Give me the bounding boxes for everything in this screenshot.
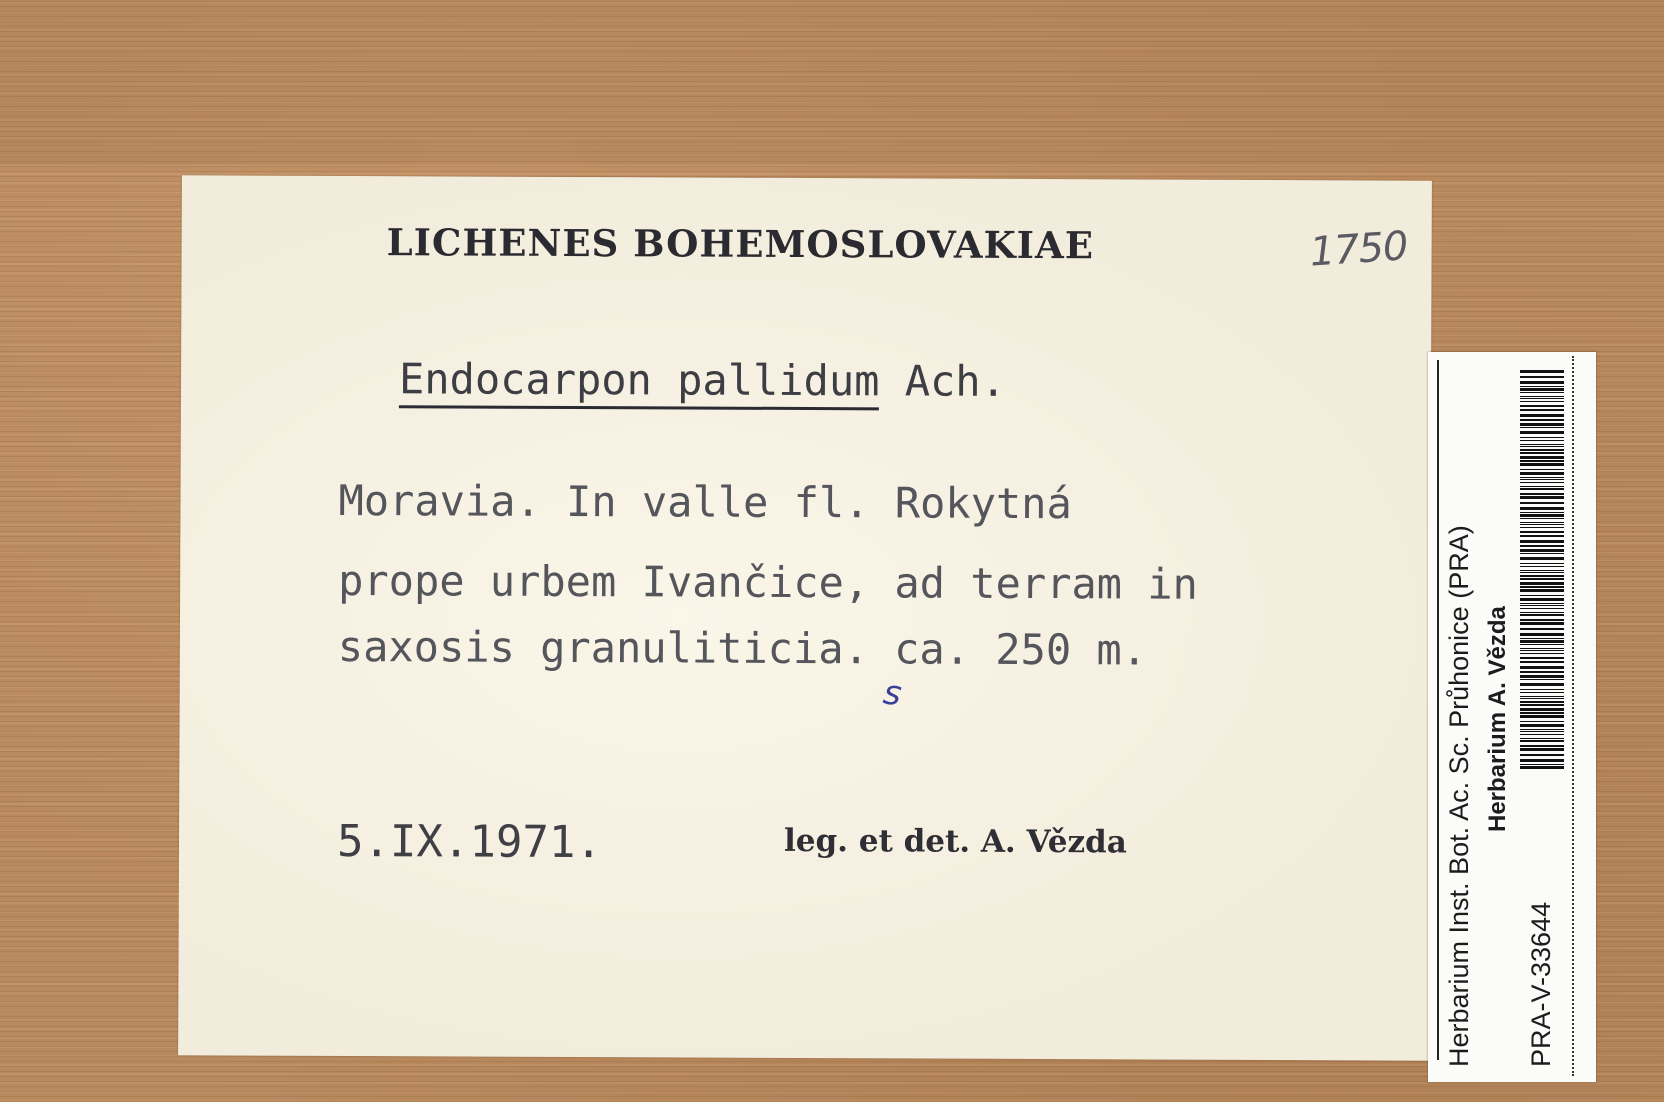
- barcode-bar: [1520, 549, 1564, 552]
- barcode-bar: [1520, 427, 1564, 428]
- barcode-bar: [1520, 381, 1564, 384]
- barcode-bar: [1520, 724, 1564, 727]
- barcode-bar: [1520, 488, 1564, 490]
- barcode-bar: [1520, 653, 1564, 654]
- barcode-bar: [1520, 563, 1564, 564]
- barcode-bar: [1520, 683, 1564, 686]
- collector: leg. et det. A. Vězda: [783, 822, 1127, 861]
- barcode-bar: [1520, 386, 1564, 387]
- barcode-bar: [1520, 414, 1564, 417]
- barcode-bar: [1520, 396, 1564, 397]
- barcode-bar: [1520, 648, 1564, 649]
- barcode-bar: [1520, 675, 1564, 678]
- barcode-bar: [1520, 575, 1564, 577]
- barcode-bar: [1520, 460, 1564, 462]
- barcode-bar: [1520, 612, 1564, 613]
- barcode-bar: [1520, 456, 1564, 459]
- barcode-bar: [1520, 704, 1564, 706]
- barcode-bar: [1520, 661, 1564, 663]
- barcode-bar: [1520, 405, 1564, 407]
- barcode-bar: [1520, 514, 1564, 517]
- barcode-bar: [1520, 572, 1564, 573]
- barcode-bar: [1520, 679, 1564, 680]
- barcode-bar: [1520, 754, 1564, 756]
- barcode-bar: [1520, 715, 1564, 718]
- barcode-bar: [1520, 553, 1564, 554]
- barcode-bar: [1520, 507, 1564, 510]
- barcode-bar: [1520, 452, 1564, 454]
- barcode-bar: [1520, 482, 1564, 483]
- barcode-bar: [1520, 608, 1564, 609]
- barcode: [1520, 370, 1564, 770]
- barcode-bar: [1520, 745, 1564, 747]
- barcode-bar: [1520, 472, 1564, 475]
- herbarium-name: Herbarium A. Vězda: [1484, 606, 1511, 832]
- kraft-paper-top-band: [0, 0, 1664, 165]
- barcode-bar: [1520, 692, 1564, 693]
- barcode-bar: [1520, 444, 1564, 445]
- barcode-bar: [1520, 666, 1564, 669]
- barcode-bar: [1520, 409, 1564, 411]
- accession-number: PRA-V-33644: [1526, 901, 1556, 1067]
- barcode-bar: [1520, 759, 1564, 762]
- barcode-bar: [1520, 578, 1564, 580]
- herbarium-strip: [1428, 352, 1596, 1082]
- barcode-bar: [1520, 479, 1564, 480]
- barcode-bar: [1520, 440, 1564, 441]
- barcode-bar: [1520, 401, 1564, 402]
- barcode-bar: [1520, 512, 1564, 513]
- barcode-bar: [1520, 595, 1564, 596]
- species-name: Endocarpon pallidum: [399, 354, 880, 410]
- species-line: [399, 354, 1006, 406]
- barcode-bar: [1520, 570, 1564, 571]
- locality-line-2: prope urbem Ivančice, ad terram in: [338, 555, 1198, 609]
- specimen-label: [178, 175, 1432, 1060]
- barcode-bar: [1520, 586, 1564, 588]
- barcode-bar: [1520, 540, 1564, 543]
- barcode-bar: [1520, 502, 1564, 504]
- barcode-bar: [1520, 657, 1564, 659]
- institution-text: Herbarium Inst. Bot. Ac. Sc. Průhonice (PRA): [1444, 525, 1474, 1067]
- collection-date: 5.IX.1971.: [336, 815, 603, 869]
- barcode-bar: [1520, 557, 1564, 560]
- barcode-bar: [1520, 582, 1564, 585]
- barcode-bar: [1520, 698, 1564, 699]
- barcode-bar: [1520, 463, 1564, 466]
- barcode-bar: [1520, 640, 1564, 643]
- barcode-bar: [1520, 531, 1564, 533]
- catalog-number: 1750: [1308, 223, 1409, 276]
- barcode-bar: [1520, 419, 1564, 421]
- barcode-bar: [1520, 721, 1564, 722]
- strip-dashed-edge: [1572, 356, 1574, 1076]
- barcode-bar: [1520, 535, 1564, 537]
- barcode-bar: [1520, 376, 1564, 378]
- barcode-bar: [1520, 437, 1564, 438]
- barcode-bar: [1520, 671, 1564, 673]
- barcode-bar: [1520, 748, 1564, 751]
- barcode-bar: [1520, 603, 1564, 604]
- barcode-bar: [1520, 628, 1564, 630]
- barcode-bar: [1520, 734, 1564, 735]
- barcode-bar: [1520, 431, 1564, 434]
- barcode-bar: [1520, 696, 1564, 697]
- barcode-bar: [1520, 701, 1564, 703]
- barcode-bar: [1520, 633, 1564, 636]
- barcode-bar: [1520, 638, 1564, 639]
- barcode-bar: [1520, 493, 1564, 495]
- barcode-bar: [1520, 740, 1564, 742]
- barcode-bar: [1520, 605, 1564, 606]
- barcode-bar: [1520, 370, 1564, 373]
- barcode-bar: [1520, 522, 1564, 523]
- barcode-bar: [1520, 524, 1564, 525]
- barcode-bar: [1520, 496, 1564, 499]
- barcode-bar: [1520, 477, 1564, 478]
- barcode-bar: [1520, 731, 1564, 732]
- barcode-bar: [1520, 589, 1564, 592]
- barcode-bar: [1520, 738, 1564, 739]
- barcode-bar: [1520, 446, 1564, 447]
- locality-line-3: saxosis granuliticia. ca. 250 m.: [337, 621, 1148, 675]
- strip-rule: [1437, 360, 1439, 1060]
- barcode-bar: [1520, 486, 1564, 487]
- barcode-bar: [1520, 614, 1564, 616]
- barcode-bar: [1520, 449, 1564, 451]
- barcode-bar: [1520, 423, 1564, 426]
- barcode-bar: [1520, 527, 1564, 528]
- barcode-bar: [1520, 545, 1564, 547]
- label-header: LICHENES BOHEMOSLOVAKIAE: [386, 220, 1095, 268]
- barcode-bar: [1520, 689, 1564, 690]
- species-author: Ach.: [904, 356, 1007, 406]
- barcode-bar: [1520, 708, 1564, 711]
- barcode-bar: [1520, 650, 1564, 651]
- barcode-bar: [1520, 619, 1564, 621]
- barcode-bar: [1520, 392, 1564, 393]
- barcode-bar: [1520, 766, 1564, 769]
- handwritten-correction: s: [880, 672, 905, 715]
- barcode-bar: [1520, 566, 1564, 567]
- barcode-bar: [1520, 598, 1564, 601]
- barcode-bar: [1520, 518, 1564, 519]
- barcode-bar: [1520, 644, 1564, 645]
- barcode-bar: [1520, 398, 1564, 399]
- barcode-bar: [1520, 622, 1564, 625]
- locality-line-1: Moravia. In valle fl. Rokytná: [338, 475, 1072, 529]
- barcode-bar: [1520, 388, 1564, 391]
- barcode-bar: [1520, 469, 1564, 470]
- barcode-bar: [1520, 712, 1564, 714]
- barcode-bar: [1520, 729, 1564, 730]
- barcode-bar: [1520, 764, 1564, 765]
